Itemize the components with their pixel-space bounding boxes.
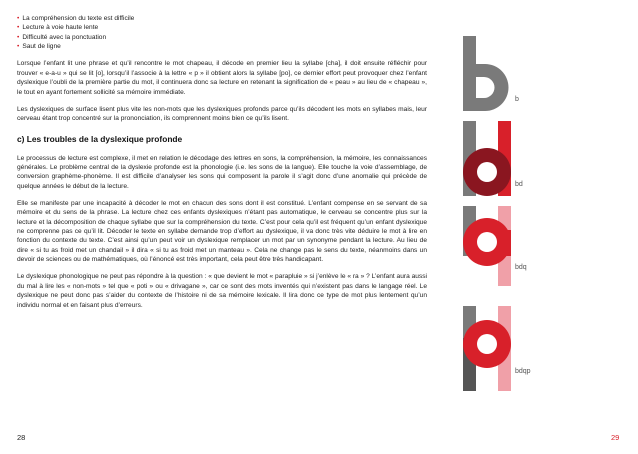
paragraph-surface-dyslexia: Les dyslexiques de surface lisent plus vite les non-mots que les dyslexiques profonds parce qu’ils décodent les mots en syllabes mais, leur cerveau étant trop concentré sur la prononciation, ils comprennent moins bien ce qu’ils lisent. — [17, 105, 427, 123]
paragraph-phonological: Le dyslexique phonologique ne peut pas répondre à la question : « que devient le mot « parapluie » si j’enlève le « ra » ? L’enfant aura aussi du mal à lire les « non-mots » tel que « poti » ou « drivagane », car ce sont des mots inventés qui n’existent pas dans le langage réel. Le dyslexique ne peut donc pas s’aider du contexte de l’histoire ni de sa mémoire lexicale. Il lira donc ce type de mot plus lentement qu’un individu normal et en faisant plus d’erreurs. — [17, 273, 427, 309]
paragraph-decoding: Elle se manifeste par une incapacité à décoder le mot en chacun des sons dont il est constitué. L’enfant compense en se servant de sa mémoire et du sens de la phrase. La lecture chez ces enfants dyslexiques n’étant pas automatique, le cerveau se concentre plus sur la lecture et la décomposition de chaque syllabe que sur la compréhension du texte. C’est pour cela qu’il est fréquent qu’un enfant dyslexique ne comprenne pas ce qu’il lit. Décoder le texte en syllabe demande trop d’effort au dyslexique, il va donc très vite déduire le mot à lire en fonction du contexte du texte. C’est ainsi qu’un peut voir un dyslexique remplacer un mot par un synonyme pendant la lecture. Au lieu de dire « si tu as froid met un chandail » il dira « si tu as froid met un manteau ». Cela ne change pas le sens du texte, néanmoins dans un devoir de sciences ou de mathématiques, où l’énoncé est très important, cela peut être très handicapant. — [17, 199, 427, 264]
bullet-item: • Lecture à voie haute lente — [17, 24, 99, 32]
glyph-row-bd — [448, 115, 578, 205]
glyph-label-bdqp: bdqp — [515, 368, 531, 375]
bullet-icon: • — [17, 15, 20, 22]
letter-b-illustration — [448, 30, 518, 120]
section-heading: c) Les troubles de la dyslexique profonde — [17, 133, 183, 144]
letter-bdq-illustration — [448, 200, 518, 295]
bullet-icon: • — [17, 33, 20, 41]
bullet-icon: • — [17, 24, 20, 32]
glyph-label-bd: bd — [515, 181, 523, 188]
bullet-item: • La compréhension du texte est difficile — [17, 15, 135, 22]
bullet-item: • Saut de ligne — [17, 43, 61, 51]
paragraph-reading-process: Le processus de lecture est complexe, il met en relation le décodage des lettres en sons, la compréhension, la mémoire, les connaissances générales. Le problème central de la dyslexie profonde est la phonologie (i.e. les sons de la langue). Elle touche la voie d’assemblage, de conversion graphème-phonème. Il est difficile d’analyser les sons qui composent la parole il s’agit donc d’une anomalie qui précède de quelque années le début de la lecture. — [17, 154, 427, 190]
letter-bd-illustration — [448, 115, 518, 205]
glyph-row-bdq — [448, 200, 578, 295]
left-page-text — [17, 14, 427, 318]
glyph-row-b — [448, 30, 578, 120]
glyph-label-bdq: bdq — [515, 264, 527, 271]
glyph-row-bdqp — [448, 298, 578, 398]
glyph-label-b: b — [515, 96, 519, 103]
page-number-right: 29 — [611, 433, 620, 442]
bullet-item: • Difficulté avec la ponctuation — [17, 33, 107, 41]
page-number-left: 28 — [17, 433, 26, 442]
bullet-list — [17, 14, 427, 51]
bullet-icon: • — [17, 43, 20, 51]
letter-bdqp-illustration — [448, 298, 518, 398]
paragraph-chapeau-example: Lorsque l’enfant lit une phrase et qu’il rencontre le mot chapeau, il décode en premier lieu la syllabe [cha], il doit ensuite réfléchir pour trouver « e-a-u » qui se lit [o], lorsqu’il l’associe à la lettre « p » il obtient alors la syllabe [po], ce dernier effort peut provoquer chez l’enfant dyslexique l’oubli de la première partie du mot, il continuera donc sa lecture en retenant la signification de « peau » au lieu de « chapeau », le tout en ayant fortement sollicité sa mémoire immédiate. — [17, 60, 427, 96]
